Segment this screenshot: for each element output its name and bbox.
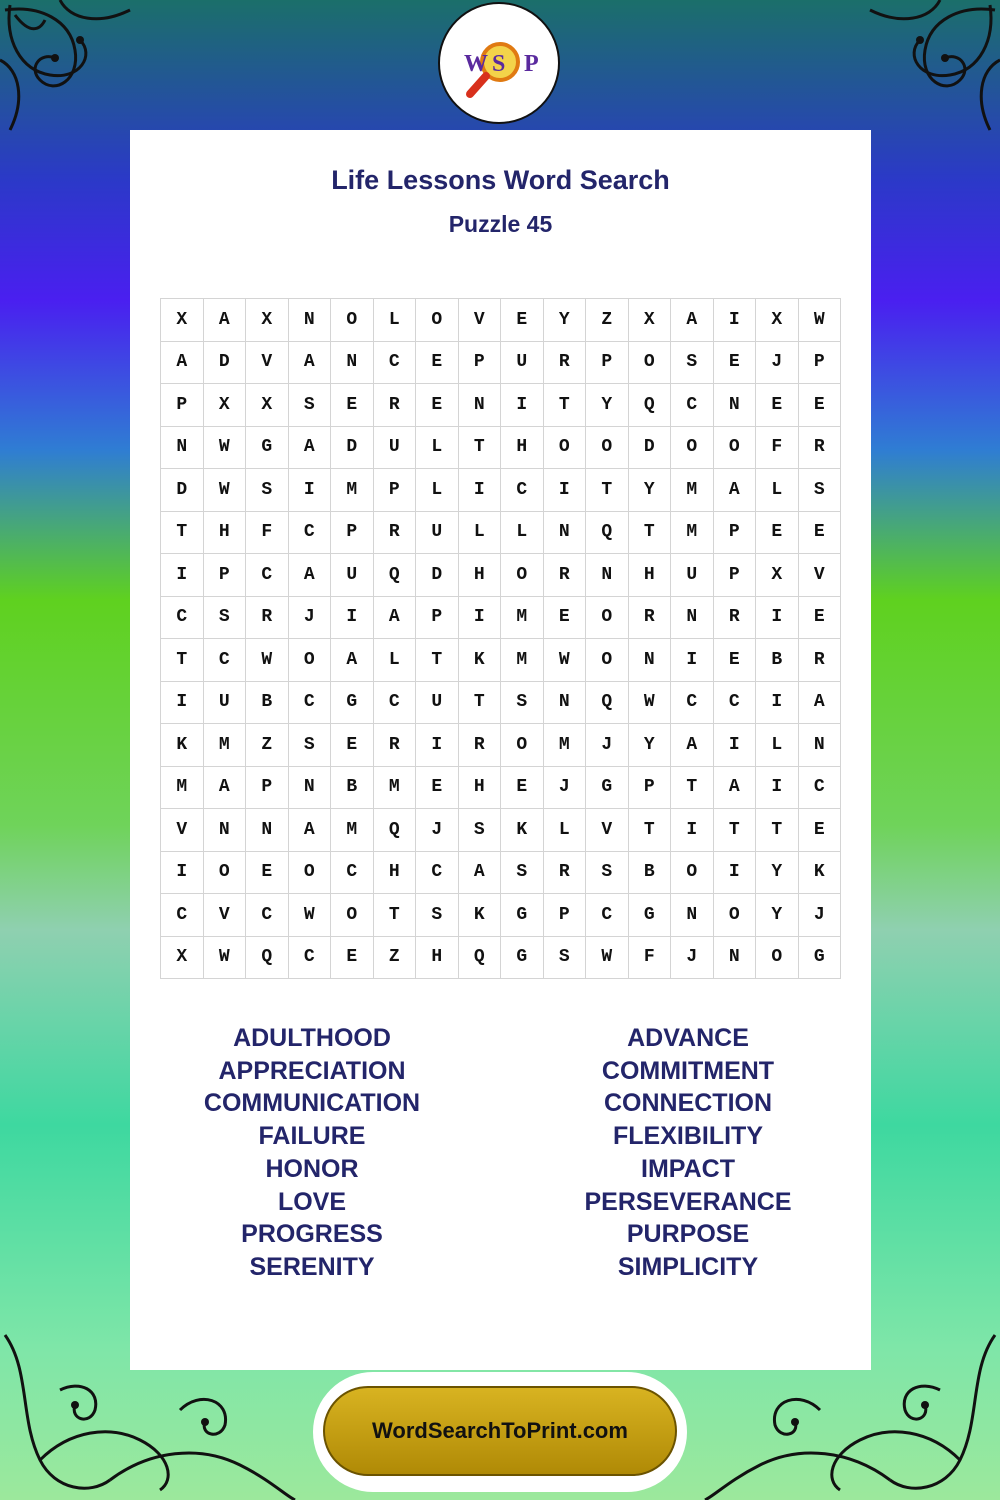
grid-cell: E — [799, 809, 842, 852]
grid-cell: X — [629, 299, 672, 342]
word-list-item: SERENITY — [249, 1252, 375, 1281]
grid-cell: C — [331, 852, 374, 895]
grid-cell: P — [629, 767, 672, 810]
grid-cell: P — [374, 469, 417, 512]
grid-cell: U — [331, 554, 374, 597]
word-list-item: FLEXIBILITY — [613, 1122, 763, 1151]
grid-cell: V — [459, 299, 502, 342]
grid-cell: C — [586, 894, 629, 937]
grid-cell: U — [671, 554, 714, 597]
grid-cell: Q — [586, 512, 629, 555]
grid-cell: H — [416, 937, 459, 980]
word-list-item: FAILURE — [258, 1122, 366, 1151]
grid-cell: V — [204, 894, 247, 937]
grid-cell: L — [374, 299, 417, 342]
grid-cell: O — [586, 639, 629, 682]
grid-cell: W — [204, 937, 247, 980]
grid-cell: I — [459, 469, 502, 512]
grid-cell: E — [416, 384, 459, 427]
grid-cell: A — [459, 852, 502, 895]
grid-cell: Q — [459, 937, 502, 980]
grid-cell: H — [629, 554, 672, 597]
grid-cell: X — [204, 384, 247, 427]
grid-cell: E — [714, 639, 757, 682]
grid-cell: L — [374, 639, 417, 682]
grid-cell: C — [289, 937, 332, 980]
grid-cell: R — [374, 512, 417, 555]
grid-cell: V — [586, 809, 629, 852]
grid-cell: R — [629, 597, 672, 640]
grid-cell: X — [756, 554, 799, 597]
letter-grid — [160, 298, 841, 979]
grid-cell: E — [331, 724, 374, 767]
grid-cell: E — [331, 384, 374, 427]
grid-cell: T — [586, 469, 629, 512]
word-list-item: HONOR — [265, 1154, 359, 1183]
word-list-item: ADVANCE — [627, 1024, 749, 1052]
grid-cell: I — [671, 639, 714, 682]
grid-cell: V — [161, 809, 204, 852]
grid-cell: R — [374, 384, 417, 427]
grid-cell: L — [459, 512, 502, 555]
word-list-right — [508, 1022, 868, 1284]
word-list-item: IMPACT — [641, 1154, 735, 1183]
grid-cell: U — [501, 342, 544, 385]
grid-cell: K — [459, 894, 502, 937]
grid-cell: C — [714, 682, 757, 725]
grid-cell: E — [799, 597, 842, 640]
corner-flourish-icon — [850, 0, 1000, 150]
grid-cell: I — [459, 597, 502, 640]
grid-cell: S — [544, 937, 587, 980]
footer-pill — [313, 1372, 687, 1492]
grid-cell: E — [416, 767, 459, 810]
grid-cell: M — [544, 724, 587, 767]
grid-cell: I — [756, 597, 799, 640]
grid-cell: W — [204, 469, 247, 512]
grid-cell: E — [331, 937, 374, 980]
grid-cell: O — [714, 894, 757, 937]
grid-cell: D — [416, 554, 459, 597]
page-title: Life Lessons Word Search — [331, 165, 670, 195]
logo-letter-w: W — [464, 51, 488, 77]
grid-cell: B — [629, 852, 672, 895]
grid-cell: T — [459, 682, 502, 725]
grid-cell: R — [544, 342, 587, 385]
grid-cell: O — [204, 852, 247, 895]
grid-cell: R — [374, 724, 417, 767]
grid-cell: C — [246, 894, 289, 937]
grid-cell: C — [671, 682, 714, 725]
grid-cell: S — [799, 469, 842, 512]
grid-cell: A — [671, 299, 714, 342]
grid-cell: E — [714, 342, 757, 385]
grid-cell: L — [756, 469, 799, 512]
grid-cell: M — [501, 639, 544, 682]
grid-cell: L — [416, 469, 459, 512]
grid-cell: E — [501, 767, 544, 810]
grid-cell: E — [756, 512, 799, 555]
grid-cell: E — [799, 512, 842, 555]
grid-cell: O — [289, 852, 332, 895]
grid-cell: O — [501, 724, 544, 767]
grid-cell: C — [671, 384, 714, 427]
grid-cell: M — [671, 512, 714, 555]
grid-cell: K — [161, 724, 204, 767]
grid-cell: N — [714, 384, 757, 427]
grid-cell: R — [459, 724, 502, 767]
grid-cell: C — [204, 639, 247, 682]
grid-cell: M — [331, 469, 374, 512]
grid-cell: I — [161, 852, 204, 895]
grid-cell: E — [799, 384, 842, 427]
grid-cell: C — [799, 767, 842, 810]
grid-cell: A — [289, 809, 332, 852]
grid-cell: T — [629, 809, 672, 852]
grid-cell: M — [161, 767, 204, 810]
grid-cell: I — [331, 597, 374, 640]
grid-cell: Y — [756, 852, 799, 895]
grid-cell: C — [161, 597, 204, 640]
grid-cell: S — [289, 724, 332, 767]
grid-cell: A — [714, 469, 757, 512]
grid-cell: R — [799, 639, 842, 682]
grid-cell: T — [416, 639, 459, 682]
grid-cell: P — [586, 342, 629, 385]
grid-cell: T — [374, 894, 417, 937]
grid-cell: E — [416, 342, 459, 385]
grid-cell: L — [544, 809, 587, 852]
grid-cell: V — [799, 554, 842, 597]
grid-cell: E — [501, 299, 544, 342]
grid-cell: Y — [544, 299, 587, 342]
grid-cell: C — [246, 554, 289, 597]
grid-cell: S — [289, 384, 332, 427]
grid-cell: S — [416, 894, 459, 937]
grid-cell: P — [714, 512, 757, 555]
word-list-left — [132, 1022, 492, 1284]
grid-cell: Y — [756, 894, 799, 937]
grid-cell: V — [246, 342, 289, 385]
grid-cell: N — [204, 809, 247, 852]
grid-cell: R — [544, 554, 587, 597]
grid-cell: X — [246, 384, 289, 427]
grid-cell: G — [501, 937, 544, 980]
grid-cell: T — [714, 809, 757, 852]
grid-cell: R — [246, 597, 289, 640]
logo-letter-s: S — [492, 51, 506, 77]
grid-cell: I — [161, 554, 204, 597]
grid-cell: K — [799, 852, 842, 895]
grid-cell: M — [204, 724, 247, 767]
grid-cell: P — [204, 554, 247, 597]
grid-cell: I — [756, 767, 799, 810]
grid-cell: P — [416, 597, 459, 640]
grid-cell: D — [204, 342, 247, 385]
grid-cell: H — [204, 512, 247, 555]
grid-cell: O — [586, 597, 629, 640]
grid-cell: N — [586, 554, 629, 597]
grid-cell: U — [416, 682, 459, 725]
grid-cell: J — [289, 597, 332, 640]
word-list-item: APPRECIATION — [218, 1056, 406, 1085]
grid-cell: A — [331, 639, 374, 682]
grid-cell: U — [374, 427, 417, 470]
grid-cell: L — [756, 724, 799, 767]
grid-cell: W — [204, 427, 247, 470]
grid-cell: G — [331, 682, 374, 725]
grid-cell: C — [289, 682, 332, 725]
grid-cell: L — [501, 512, 544, 555]
grid-cell: I — [714, 299, 757, 342]
grid-cell: W — [799, 299, 842, 342]
grid-cell: P — [544, 894, 587, 937]
grid-cell: N — [799, 724, 842, 767]
grid-cell: M — [501, 597, 544, 640]
puzzle-card — [130, 130, 871, 1370]
grid-cell: K — [501, 809, 544, 852]
grid-cell: T — [629, 512, 672, 555]
grid-cell: N — [671, 894, 714, 937]
grid-cell: P — [246, 767, 289, 810]
grid-cell: O — [756, 937, 799, 980]
grid-cell: X — [246, 299, 289, 342]
grid-cell: F — [246, 512, 289, 555]
grid-cell: J — [586, 724, 629, 767]
grid-cell: N — [714, 937, 757, 980]
grid-cell: T — [161, 512, 204, 555]
grid-cell: S — [204, 597, 247, 640]
grid-cell: A — [161, 342, 204, 385]
grid-cell: A — [289, 427, 332, 470]
grid-cell: P — [459, 342, 502, 385]
grid-cell: S — [586, 852, 629, 895]
grid-cell: O — [501, 554, 544, 597]
grid-cell: J — [671, 937, 714, 980]
grid-cell: O — [416, 299, 459, 342]
grid-cell: A — [204, 299, 247, 342]
grid-cell: T — [459, 427, 502, 470]
grid-cell: D — [161, 469, 204, 512]
grid-cell: J — [799, 894, 842, 937]
grid-cell: A — [204, 767, 247, 810]
grid-cell: I — [501, 384, 544, 427]
grid-cell: W — [586, 937, 629, 980]
grid-cell: P — [714, 554, 757, 597]
grid-cell: N — [629, 639, 672, 682]
grid-cell: I — [714, 852, 757, 895]
grid-cell: O — [671, 852, 714, 895]
grid-cell: I — [289, 469, 332, 512]
grid-cell: E — [756, 384, 799, 427]
grid-cell: E — [544, 597, 587, 640]
grid-cell: W — [289, 894, 332, 937]
word-list-item: COMMITMENT — [601, 1056, 775, 1085]
grid-cell: F — [756, 427, 799, 470]
grid-cell: B — [331, 767, 374, 810]
grid-cell: S — [246, 469, 289, 512]
grid-cell: W — [246, 639, 289, 682]
grid-cell: O — [714, 427, 757, 470]
grid-cell: N — [544, 682, 587, 725]
grid-cell: S — [671, 342, 714, 385]
grid-cell: A — [714, 767, 757, 810]
grid-cell: W — [544, 639, 587, 682]
word-list-item: SIMPLICITY — [617, 1252, 759, 1281]
grid-cell: X — [161, 299, 204, 342]
grid-cell: I — [671, 809, 714, 852]
grid-cell: A — [289, 554, 332, 597]
grid-cell: C — [161, 894, 204, 937]
grid-cell: Q — [374, 554, 417, 597]
grid-cell: O — [544, 427, 587, 470]
grid-cell: G — [501, 894, 544, 937]
grid-cell: S — [459, 809, 502, 852]
grid-cell: O — [331, 894, 374, 937]
grid-cell: T — [544, 384, 587, 427]
grid-cell: D — [331, 427, 374, 470]
grid-cell: T — [671, 767, 714, 810]
grid-cell: C — [416, 852, 459, 895]
grid-cell: G — [629, 894, 672, 937]
grid-cell: Q — [374, 809, 417, 852]
word-list-item: PURPOSE — [626, 1220, 750, 1249]
corner-flourish-icon — [0, 0, 150, 150]
grid-cell: D — [629, 427, 672, 470]
grid-cell: J — [416, 809, 459, 852]
grid-cell: Q — [246, 937, 289, 980]
grid-cell: Z — [586, 299, 629, 342]
grid-cell: N — [161, 427, 204, 470]
grid-cell: N — [544, 512, 587, 555]
logo-letter-p: P — [524, 51, 539, 77]
grid-cell: A — [799, 682, 842, 725]
grid-cell: M — [374, 767, 417, 810]
grid-cell: H — [374, 852, 417, 895]
word-list-item: ADULTHOOD — [233, 1024, 391, 1052]
grid-cell: I — [756, 682, 799, 725]
grid-cell: H — [459, 767, 502, 810]
grid-cell: Y — [629, 469, 672, 512]
grid-cell: Q — [629, 384, 672, 427]
grid-cell: U — [416, 512, 459, 555]
grid-cell: B — [756, 639, 799, 682]
word-list-item: PROGRESS — [241, 1220, 383, 1249]
grid-cell: I — [714, 724, 757, 767]
grid-cell: E — [246, 852, 289, 895]
grid-cell: W — [629, 682, 672, 725]
grid-cell: Q — [586, 682, 629, 725]
word-list-item: PERSEVERANCE — [584, 1187, 792, 1216]
grid-cell: P — [161, 384, 204, 427]
word-list-item: COMMUNICATION — [203, 1089, 421, 1118]
grid-cell: A — [671, 724, 714, 767]
grid-cell: C — [374, 682, 417, 725]
grid-cell: I — [416, 724, 459, 767]
grid-cell: X — [161, 937, 204, 980]
grid-cell: S — [501, 682, 544, 725]
grid-cell: O — [331, 299, 374, 342]
grid-cell: O — [671, 427, 714, 470]
grid-cell: K — [459, 639, 502, 682]
grid-cell: B — [246, 682, 289, 725]
grid-cell: G — [246, 427, 289, 470]
grid-cell: N — [331, 342, 374, 385]
grid-cell: N — [246, 809, 289, 852]
grid-cell: M — [671, 469, 714, 512]
grid-cell: T — [756, 809, 799, 852]
grid-cell: T — [161, 639, 204, 682]
grid-cell: S — [501, 852, 544, 895]
website-link-button[interactable]: WordSearchToPrint.com — [323, 1386, 677, 1476]
word-list-item: LOVE — [277, 1187, 347, 1216]
grid-cell: Y — [629, 724, 672, 767]
word-list-item: CONNECTION — [603, 1089, 773, 1118]
grid-cell: G — [586, 767, 629, 810]
grid-cell: Z — [374, 937, 417, 980]
grid-cell: C — [289, 512, 332, 555]
grid-cell: X — [756, 299, 799, 342]
grid-cell: P — [331, 512, 374, 555]
grid-cell: J — [756, 342, 799, 385]
grid-cell: I — [161, 682, 204, 725]
grid-cell: O — [629, 342, 672, 385]
grid-cell: N — [289, 299, 332, 342]
grid-cell: R — [714, 597, 757, 640]
grid-cell: U — [204, 682, 247, 725]
grid-cell: F — [629, 937, 672, 980]
grid-cell: C — [501, 469, 544, 512]
grid-cell: Y — [586, 384, 629, 427]
grid-cell: G — [799, 937, 842, 980]
grid-cell: N — [289, 767, 332, 810]
grid-cell: C — [374, 342, 417, 385]
grid-cell: R — [544, 852, 587, 895]
grid-cell: J — [544, 767, 587, 810]
grid-cell: N — [459, 384, 502, 427]
grid-cell: M — [331, 809, 374, 852]
puzzle-number: Puzzle 45 — [448, 211, 553, 237]
grid-cell: H — [459, 554, 502, 597]
grid-cell: N — [671, 597, 714, 640]
magnifier-icon — [440, 4, 558, 122]
grid-cell: O — [586, 427, 629, 470]
site-logo[interactable] — [438, 2, 560, 124]
grid-cell: A — [374, 597, 417, 640]
grid-cell: L — [416, 427, 459, 470]
grid-cell: R — [799, 427, 842, 470]
grid-cell: H — [501, 427, 544, 470]
grid-cell: Z — [246, 724, 289, 767]
grid-cell: A — [289, 342, 332, 385]
grid-cell: P — [799, 342, 842, 385]
grid-cell: I — [544, 469, 587, 512]
grid-cell: O — [289, 639, 332, 682]
